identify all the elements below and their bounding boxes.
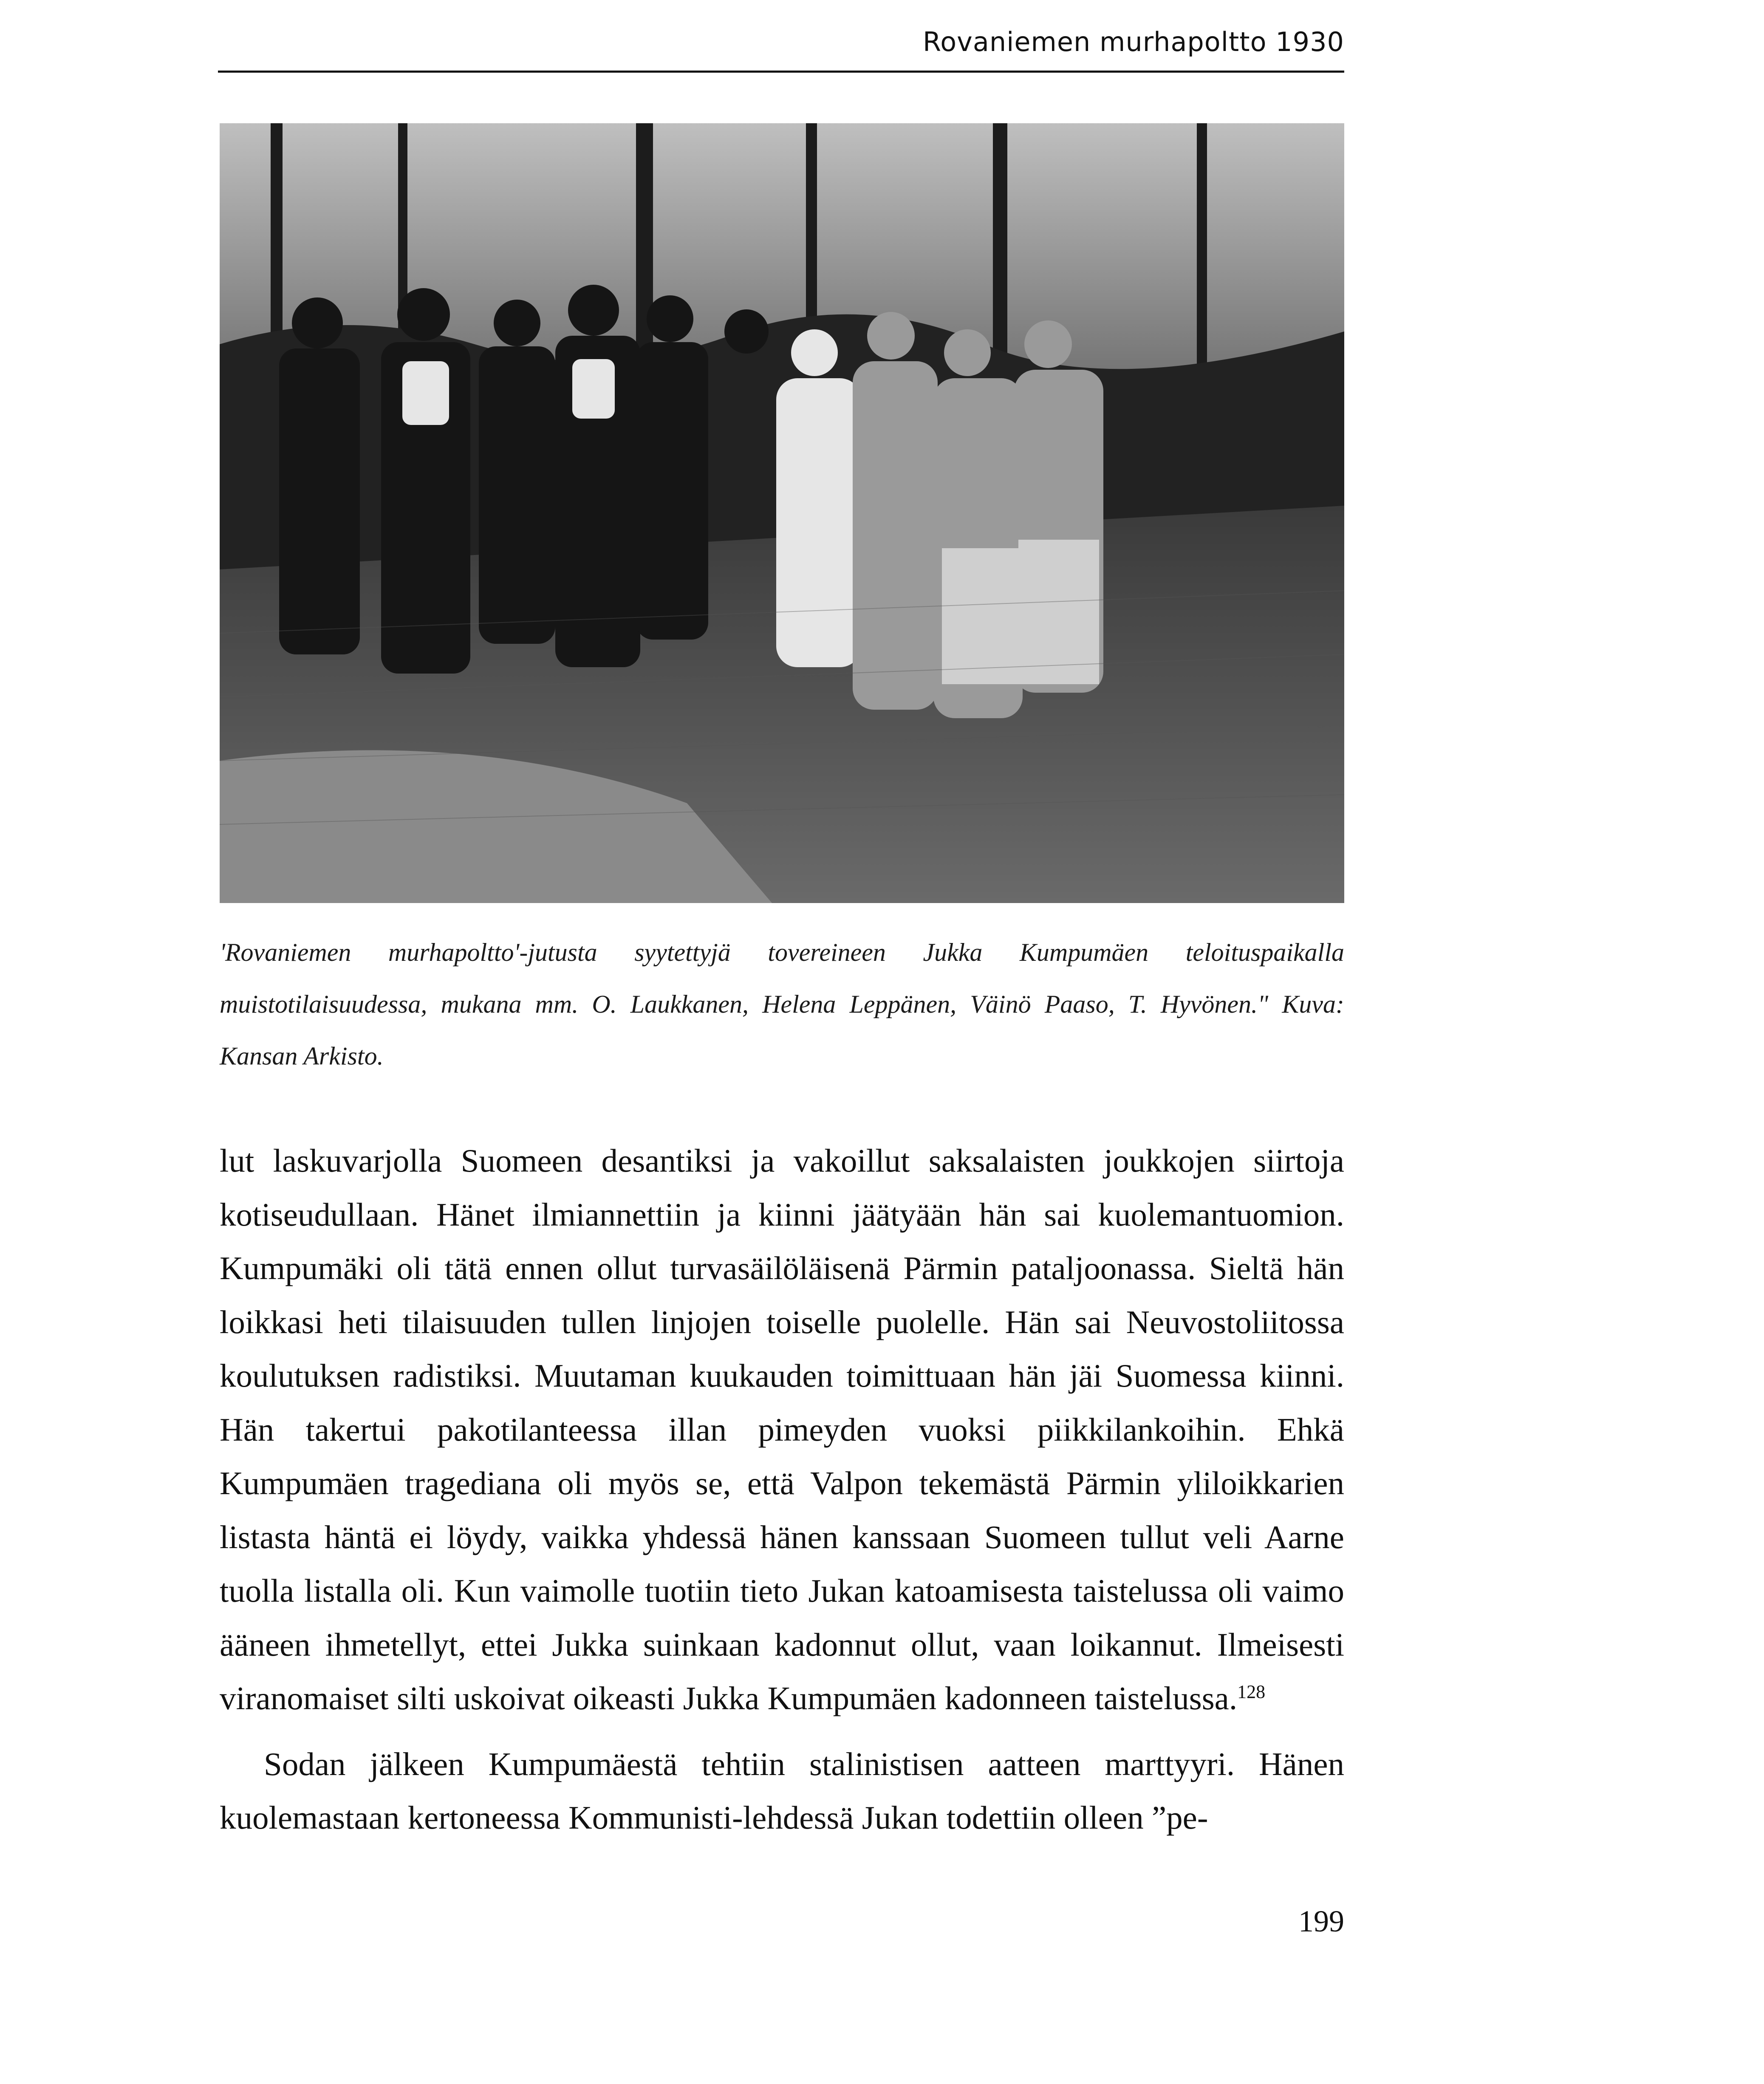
group-photo	[220, 123, 1344, 903]
photo-caption: 'Rovaniemen murhapoltto'-jutusta syytettyjä tovereineen Jukka Kumpumäen teloituspaikalla muistotilaisuudessa, mukana mm. O. Laukkanen, Helena Leppänen, Väinö Paaso, T. Hyvönen." Kuva: Kansan Arkisto.	[220, 938, 1344, 1070]
body-text	[220, 1134, 1344, 1845]
paragraph	[220, 1134, 1344, 1725]
running-head: Rovaniemen murhapoltto 1930	[922, 26, 1344, 57]
paragraph-text: lut laskuvarjolla Suomeen desantiksi ja vakoillut saksalaisten joukkojen siirtoja kotiseudullaan. Hänet ilmiannettiin ja kiinni jäätyään hän sai kuolemantuomion. Kumpumäki oli tätä ennen ollut turvasäilöläisenä Pärmin pataljoonassa. Sieltä hän loikkasi heti tilaisuuden tullen linjojen toiselle puolelle. Hän sai Neuvostoliitossa koulutuksen radistiksi. Muutaman kuukauden toimittuaan hän jäi Suomessa kiinni. Hän takertui pakotilanteessa illan pimeyden vuoksi piikkilankoihin. Ehkä Kumpumäen tragediana oli myös se, että Valpon tekemästä Pärmin yliloikkarien listasta häntä ei löydy, vaikka yhdessä hänen kanssaan Suomeen tullut veli Aarne tuolla listalla oli. Kun vaimolle tuotiin tieto Jukan katoamisesta taistelussa oli vaimo ääneen ihmetellyt, ettei Jukka suinkaan kadonnut ollut, vaan loikannut. Ilmeisesti viranomaiset silti uskoivat oikeasti Jukka Kumpumäen kadonneen taistelussa.	[220, 1142, 1344, 1716]
page-number: 199	[1298, 1904, 1344, 1938]
footnote-reference: 128	[1237, 1681, 1266, 1702]
header-rule	[218, 71, 1344, 73]
paragraph: Sodan jälkeen Kumpumäestä tehtiin stalinistisen aatteen marttyyri. Hänen kuolemastaan kertoneessa Kommunisti-lehdessä Jukan todettiin olleen ”pe-	[220, 1745, 1344, 1836]
